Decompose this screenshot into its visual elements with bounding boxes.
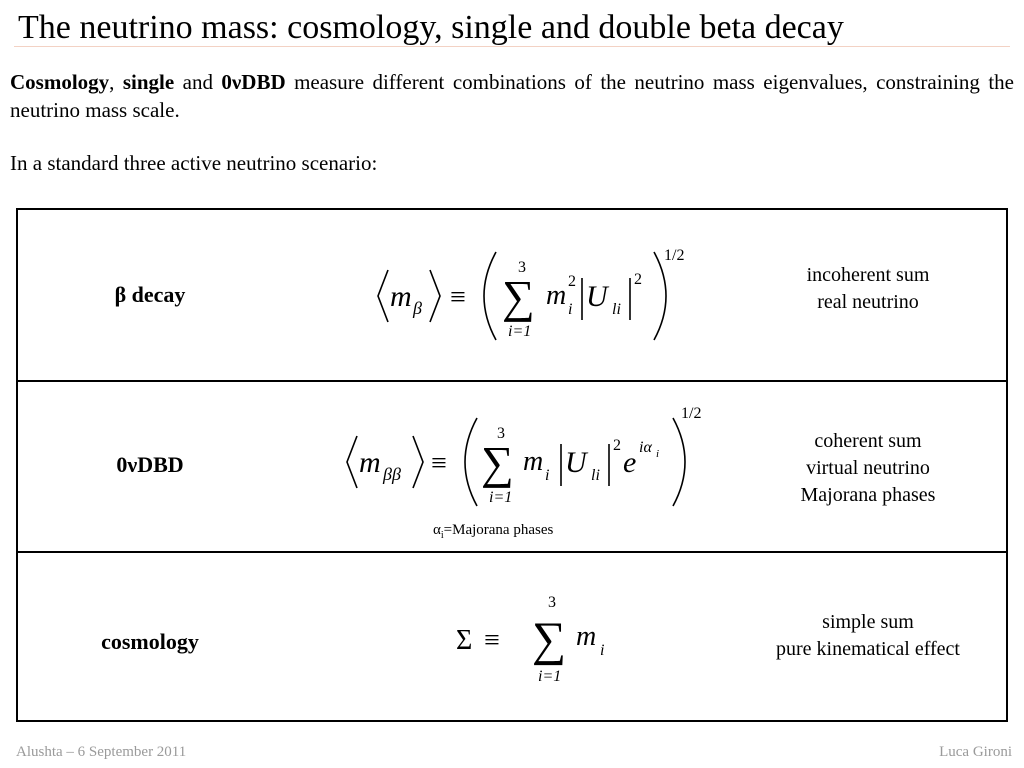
lhs-m: m (359, 446, 381, 479)
row-label: 0νDBD (116, 452, 184, 477)
term-m: m (523, 446, 544, 477)
equiv-sign: ≡ (484, 625, 500, 656)
power: 1/2 (681, 405, 702, 422)
desc-line: coherent sum (814, 430, 922, 452)
intro-cosmology: Cosmology (10, 70, 110, 94)
desc-line: simple sum (822, 611, 914, 633)
sum-top: 3 (548, 594, 556, 611)
intro-rest: measure different combinations of the neutrino mass eigenvalues, constraining the neutrino mass scale. (10, 70, 1015, 122)
footnote-text: =Majorana phases (443, 522, 554, 538)
intro-paragraph (10, 68, 1014, 124)
sum-sign: ∑ (502, 271, 535, 322)
term-sub: i (545, 467, 550, 484)
sum-top: 3 (497, 425, 505, 442)
sum-bottom: i=1 (538, 668, 562, 685)
footer-author: Luca Gironi (939, 744, 1012, 760)
U-sup: 2 (613, 437, 621, 454)
e-sup: iα (639, 439, 652, 456)
row-label: β decay (114, 282, 186, 307)
row-label: cosmology (101, 629, 199, 654)
row-description (738, 262, 998, 316)
lhs-m: m (390, 280, 412, 313)
term-sup: 2 (568, 273, 576, 290)
sum-bottom: i=1 (508, 323, 532, 340)
equiv-sign: ≡ (450, 282, 466, 313)
desc-line: incoherent sum (806, 264, 930, 286)
sum-sign: ∑ (532, 613, 567, 666)
formula-0vdbd (343, 406, 713, 521)
term-m: m (546, 280, 567, 311)
U-symbol: U (586, 280, 608, 313)
footnote-sub: i (440, 530, 444, 541)
desc-line: virtual neutrino (806, 457, 930, 479)
table-row-cosmology (18, 553, 1006, 722)
slide-title: The neutrino mass: cosmology, single and double beta decay (18, 9, 844, 46)
U-symbol: U (565, 446, 587, 479)
e-sup-sub: i (656, 448, 660, 460)
term-m: m (576, 621, 597, 652)
formula-cosmology (448, 583, 618, 698)
U-sub: li (612, 301, 621, 318)
desc-line: Majorana phases (800, 484, 936, 506)
intro-and: and (174, 70, 222, 94)
scenario-text: In a standard three active neutrino scenario: (10, 151, 378, 175)
equiv-sign: ≡ (431, 448, 447, 479)
e-symbol: e (623, 446, 637, 479)
title-divider (14, 46, 1010, 47)
footer-event: Alushta – 6 September 2011 (16, 744, 187, 760)
majorana-footnote (433, 522, 553, 541)
table-row-beta-decay (18, 210, 1006, 382)
term-sub: i (600, 642, 605, 659)
formula-beta-decay (368, 240, 688, 355)
sigma-symbol: Σ (456, 625, 473, 656)
lhs-sub: β (413, 298, 422, 318)
lhs-sub: ββ (383, 464, 401, 484)
intro-single: single (122, 70, 175, 94)
U-sub: li (591, 467, 600, 484)
sum-bottom: i=1 (489, 489, 513, 506)
sum-top: 3 (518, 259, 526, 276)
intro-0vdbd: 0νDBD (221, 70, 286, 94)
comparison-table (16, 208, 1008, 722)
sum-sign: ∑ (481, 437, 514, 488)
row-description (738, 428, 998, 509)
U-sup: 2 (634, 271, 642, 288)
desc-line: pure kinematical effect (776, 638, 960, 660)
intro-sep: , (109, 70, 123, 94)
row-description (738, 609, 998, 663)
term-sub: i (568, 301, 573, 318)
footnote-alpha: α (433, 522, 441, 538)
table-row-0vdbd (18, 382, 1006, 553)
power: 1/2 (664, 247, 685, 264)
desc-line: real neutrino (817, 291, 919, 313)
